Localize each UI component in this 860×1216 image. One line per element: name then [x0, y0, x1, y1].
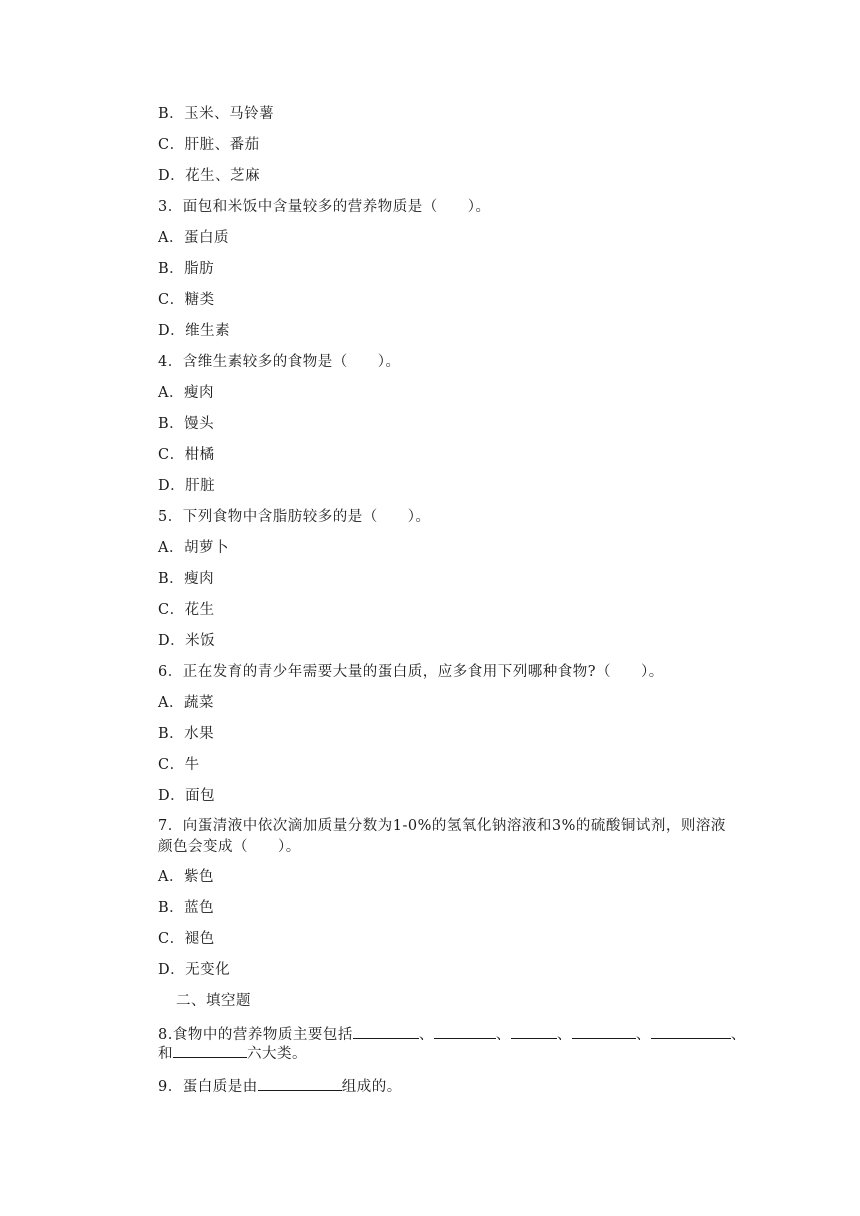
q3-option-a: A．蛋白质	[158, 230, 229, 246]
q8-sep: 、	[418, 1027, 434, 1043]
q3-option-b: B．脂肪	[158, 261, 215, 277]
q2-option-d: D．花生、芝麻	[158, 168, 261, 184]
question-5: 5．下列食物中含脂肪较多的是（ ）。	[158, 509, 431, 525]
q4-option-d: D．肝脏	[158, 478, 216, 494]
q9-suffix: 组成的。	[341, 1079, 402, 1095]
q7-option-c: C．褪色	[158, 931, 215, 947]
q5-option-d: D．米饭	[158, 633, 216, 649]
q5-option-b: B．瘦肉	[158, 571, 215, 587]
q5-option-a: A．胡萝卜	[158, 540, 229, 556]
q5-option-c: C．花生	[158, 602, 215, 618]
q8-sep: 、	[730, 1027, 746, 1043]
q4-option-a: A．瘦肉	[158, 385, 214, 401]
question-8-line1	[158, 1024, 746, 1044]
q8-suffix: 六大类。	[247, 1046, 307, 1062]
section-heading-fill-in: 二、填空题	[176, 993, 251, 1009]
question-6: 6．正在发育的青少年需要大量的蛋白质，应多食用下列哪种食物?（ ）。	[158, 664, 664, 680]
q4-option-b: B．馒头	[158, 416, 215, 432]
q8-blank-4[interactable]	[572, 1024, 636, 1039]
q9-prefix: 9．蛋白质是由	[158, 1079, 258, 1095]
q3-option-c: C．糖类	[158, 292, 215, 308]
q9-blank[interactable]	[258, 1076, 342, 1091]
q2-option-b: B．玉米、马铃薯	[158, 106, 275, 122]
question-9	[158, 1076, 402, 1096]
q6-option-c: C．牛	[158, 757, 200, 773]
q8-blank-5[interactable]	[651, 1024, 731, 1039]
q6-option-b: B．水果	[158, 726, 215, 742]
q6-option-a: A．蔬菜	[158, 695, 214, 711]
q4-option-c: C．柑橘	[158, 447, 215, 463]
q7-option-b: B．蓝色	[158, 900, 215, 916]
q8-blank-1[interactable]	[353, 1024, 419, 1039]
q8-blank-6[interactable]	[173, 1043, 247, 1058]
q8-sep: 、	[635, 1027, 651, 1043]
q3-option-d: D．维生素	[158, 323, 231, 339]
question-3: 3．面包和米饭中含量较多的营养物质是（ ）。	[158, 199, 491, 215]
q7-option-d: D．无变化	[158, 962, 231, 978]
q6-option-d: D．面包	[158, 788, 216, 804]
q8-prefix: 8.食物中的营养物质主要包括	[158, 1027, 353, 1043]
q8-sep: 、	[556, 1027, 572, 1043]
q8-sep: 、	[495, 1027, 511, 1043]
q8-and: 和	[158, 1046, 173, 1062]
q7-option-a: A．紫色	[158, 869, 214, 885]
q8-blank-3[interactable]	[511, 1024, 557, 1039]
question-4: 4．含维生素较多的食物是（ ）。	[158, 354, 401, 370]
question-7: 7．向蛋清液中依次滴加质量分数为1-0%的氢氧化钠溶液和3%的硫酸铜试剂，则溶液颜色会变成（ ）。	[158, 818, 726, 855]
q8-blank-2[interactable]	[434, 1024, 496, 1039]
question-8-line2	[158, 1043, 307, 1063]
q2-option-c: C．肝脏、番茄	[158, 137, 260, 153]
